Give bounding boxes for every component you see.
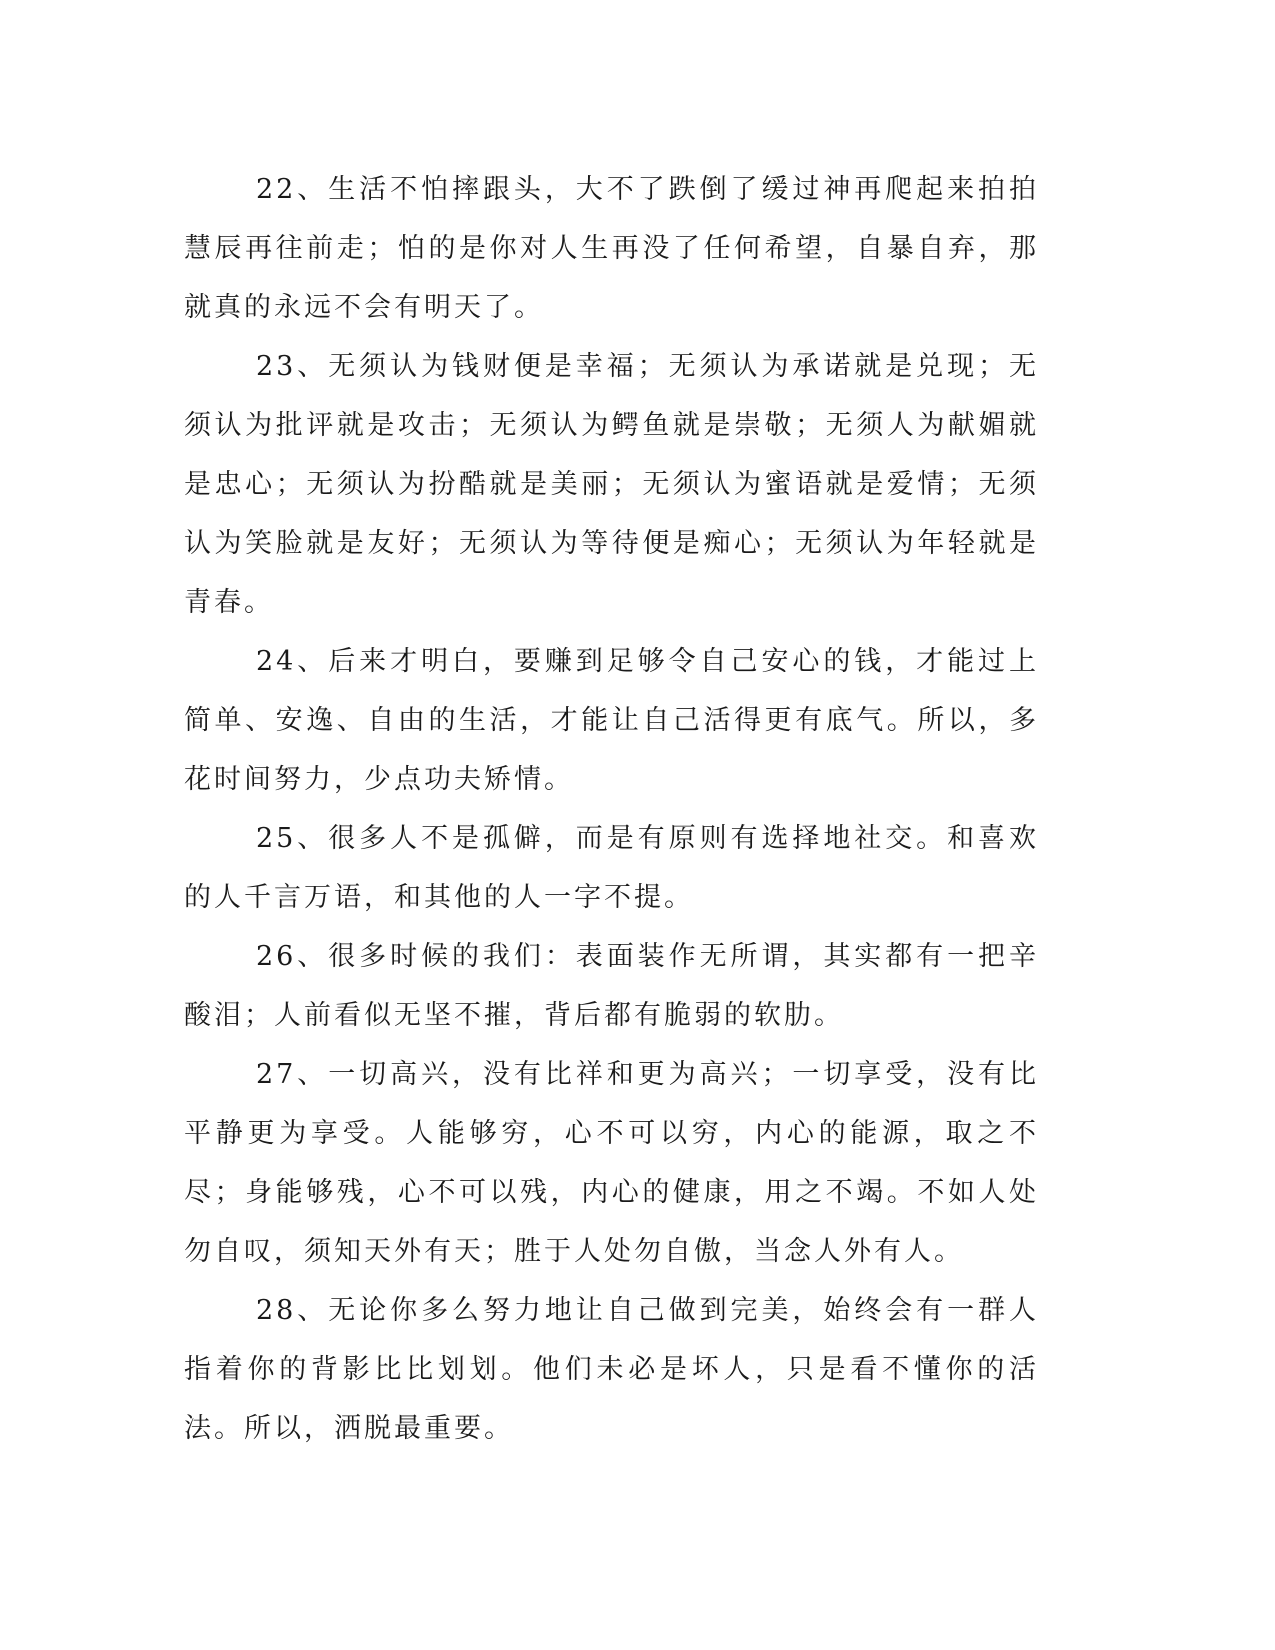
paragraph-22: 22、生活不怕摔跟头，大不了跌倒了缓过神再爬起来拍拍慧辰再往前走；怕的是你对人生再没了任何希望，自暴自弃，那就真的永远不会有明天了。 — [184, 174, 1039, 323]
paragraph-24: 24、后来才明白，要赚到足够令自己安心的钱，才能过上简单、安逸、自由的生活，才能让自己活得更有底气。所以，多花时间努力，少点功夫矫情。 — [184, 646, 1039, 795]
paragraph-25: 25、很多人不是孤僻，而是有原则有选择地社交。和喜欢的人千言万语，和其他的人一字不提。 — [184, 823, 1039, 913]
paragraph-26: 26、很多时候的我们：表面装作无所谓，其实都有一把辛酸泪；人前看似无坚不摧，背后都有脆弱的软肋。 — [184, 941, 1039, 1031]
paragraph-27: 27、一切高兴，没有比祥和更为高兴；一切享受，没有比平静更为享受。人能够穷，心不可以穷，内心的能源，取之不尽；身能够残，心不可以残，内心的健康，用之不竭。不如人处勿自叹，须知天外有天；胜于人处勿自傲，当念人外有人。 — [184, 1059, 1039, 1267]
document-body — [184, 160, 1039, 1458]
paragraph-28: 28、无论你多么努力地让自己做到完美，始终会有一群人指着你的背影比比划划。他们未必是坏人，只是看不懂你的活法。所以，洒脱最重要。 — [184, 1295, 1039, 1444]
paragraph-23: 23、无须认为钱财便是幸福；无须认为承诺就是兑现；无须认为批评就是攻击；无须认为鳄鱼就是崇敬；无须人为献媚就是忠心；无须认为扮酷就是美丽；无须认为蜜语就是爱情；无须认为笑脸就是友好；无须认为等待便是痴心；无须认为年轻就是青春。 — [184, 351, 1039, 618]
